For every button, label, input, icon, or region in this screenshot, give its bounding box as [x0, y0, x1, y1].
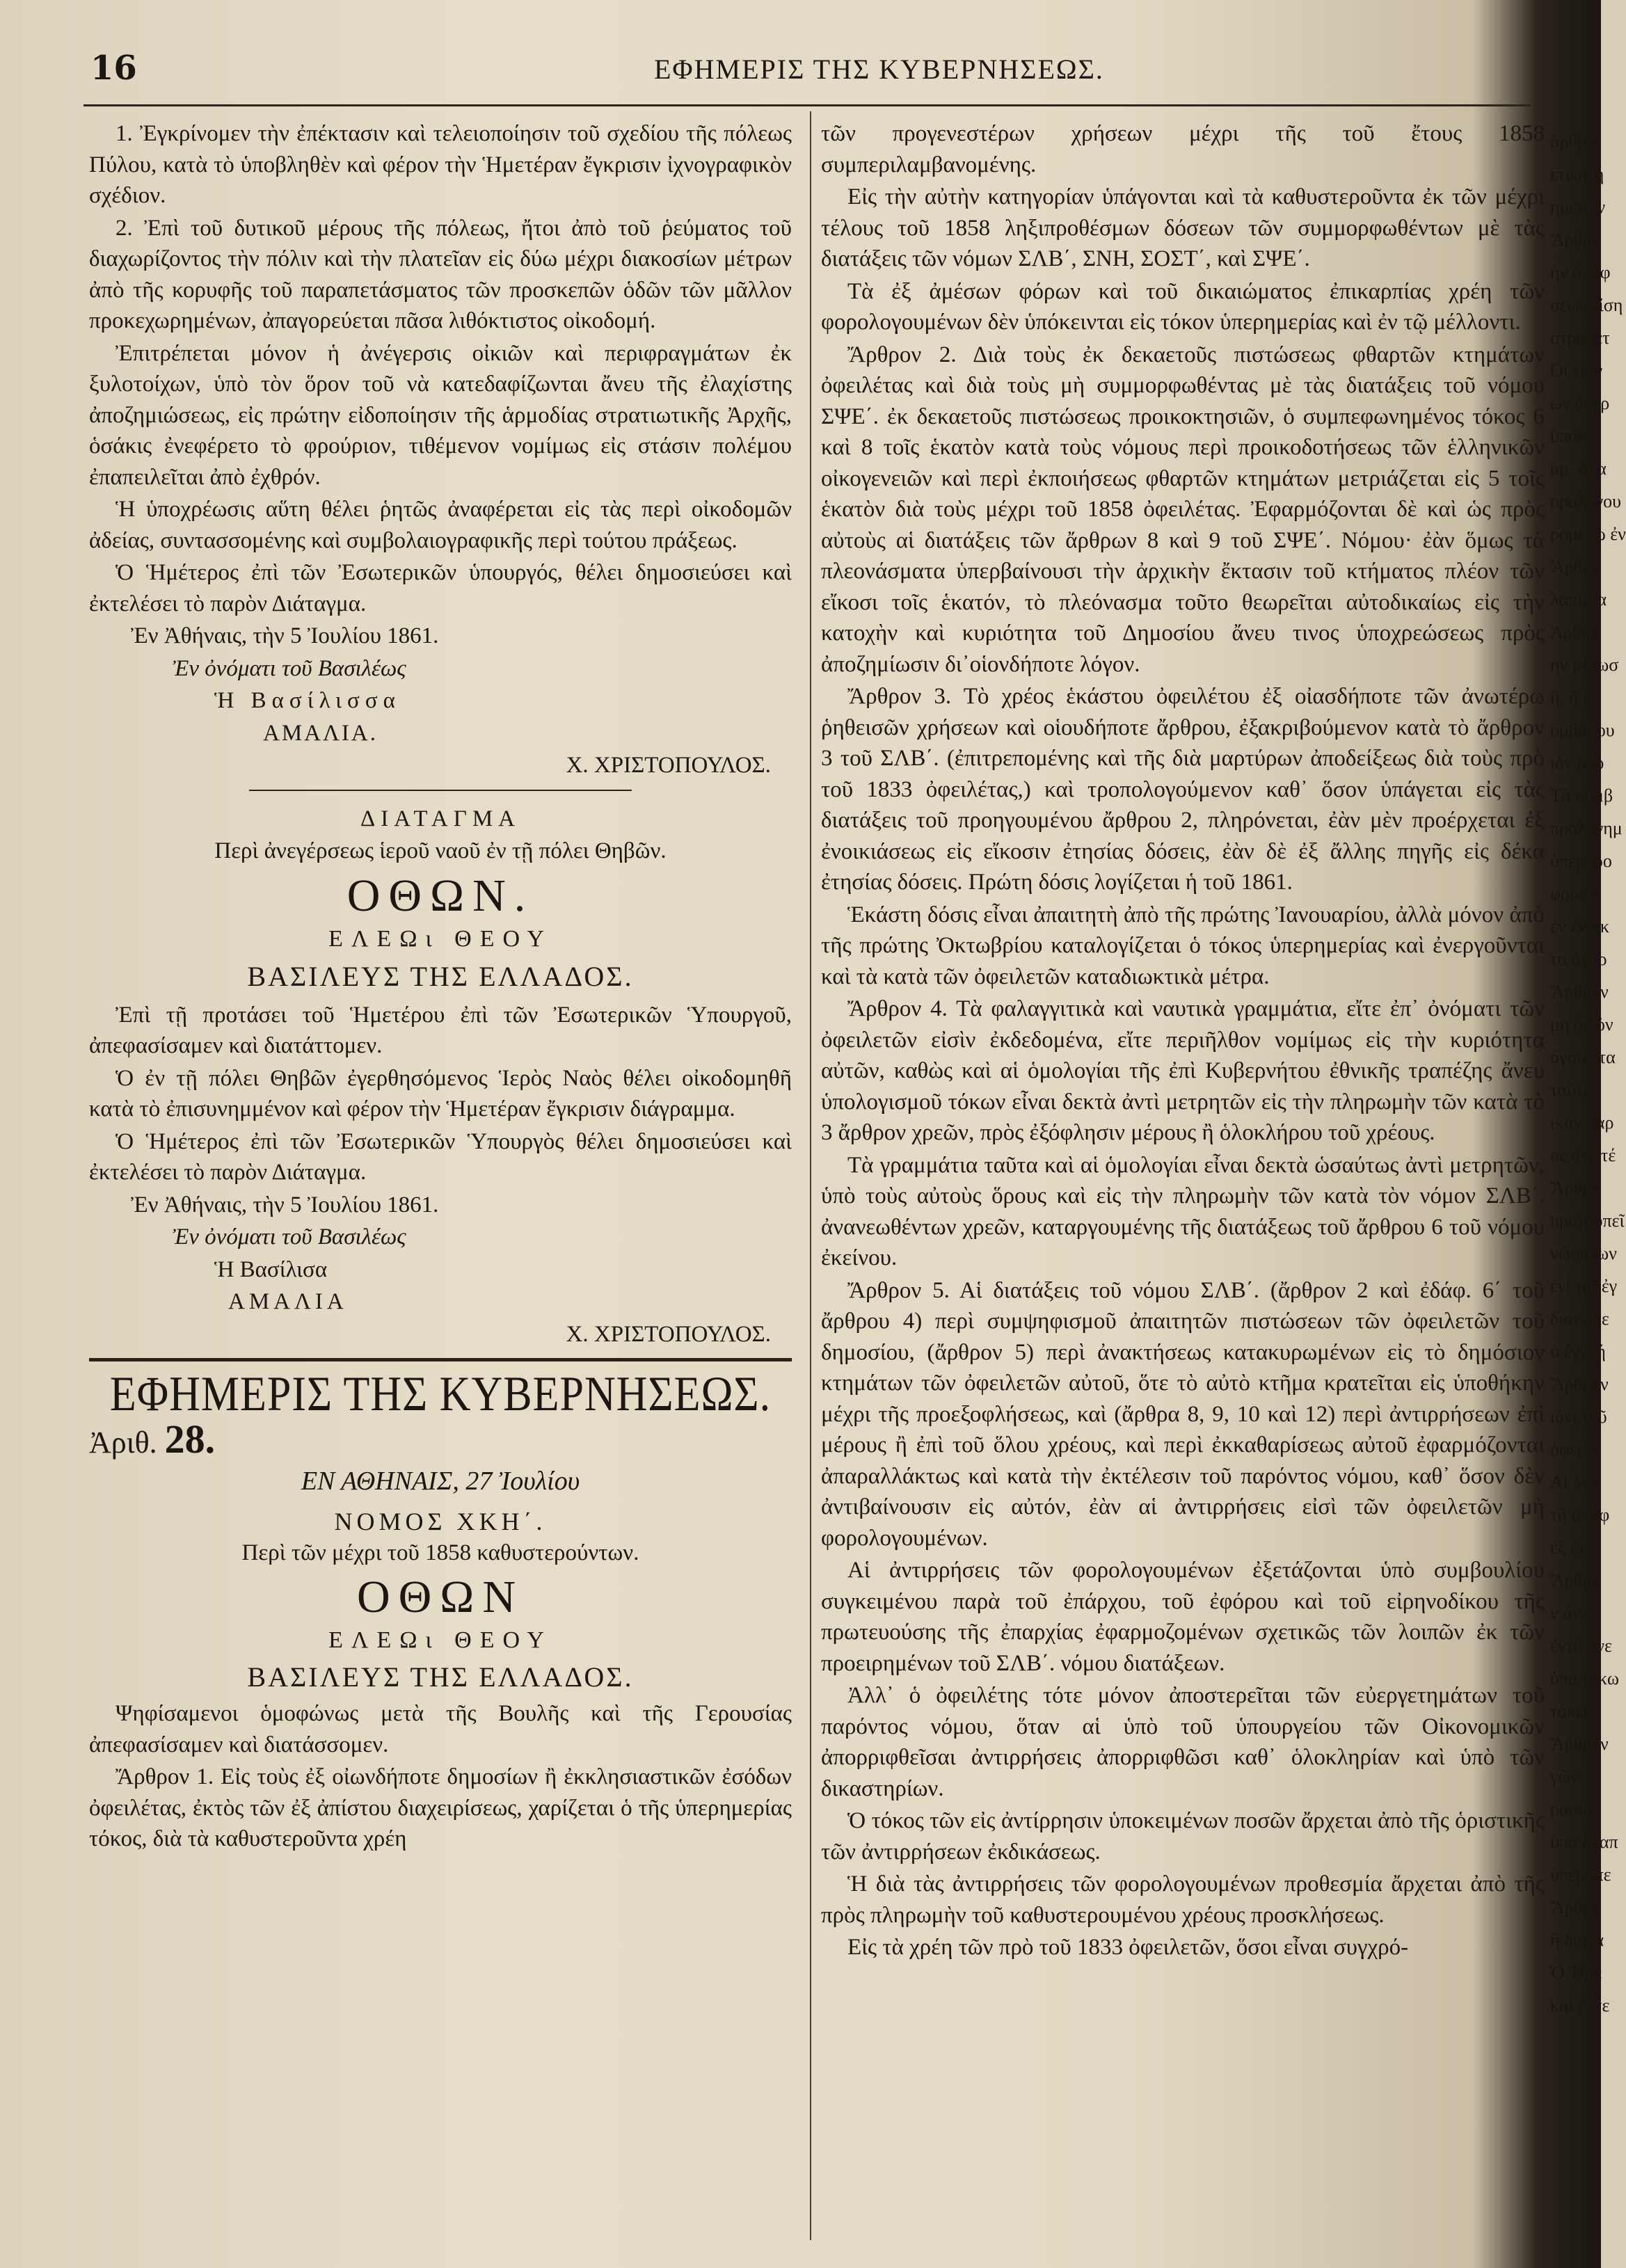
decree1-place-date: Ἐν Ἀθήναις, τὴν 5 Ἰουλίου 1861. — [131, 623, 439, 648]
edge-fragment: ἢ διατα — [1550, 1930, 1604, 1950]
decree2-king-title: ΒΑΣΙΛΕΥΣ ΤΗΣ ΕΛΛΑΔΟΣ. — [247, 961, 634, 992]
edge-fragment: ὑπὸ τόκω — [1550, 1668, 1619, 1688]
right-paragraph13: Ἡ διὰ τὰς ἀντιρρήσεις τῶν φορολογουμένων προθεσμία ἄρχεται ἀπὸ τῆς πρὸς πληρωμὴν τοῦ καθυστερουμένου χρέους προσκλήσεως. — [821, 1871, 1545, 1928]
issue-number: 28. — [164, 1416, 216, 1462]
edge-fragment: Ἄρθρον — [1550, 1734, 1609, 1754]
edge-fragment: Ἄρθρον — [1550, 982, 1609, 1002]
edge-fragment: αρ᾽ ἀνα — [1550, 458, 1607, 479]
law-paragraph2: Ἄρθρον 1. Εἰς τοὺς ἐξ οἰωνδήποτε δημοσίων ἢ ἐκκλησιαστικῶν ἐσόδων ὀφειλέτας, ἐκτὸς τῶν ἐξ ἀπίστου διαχειρίσεως, χαρίζεται ὁ τῆς ὑπερημερίας τόκος, διὰ τὰ καθυστεροῦντα χρέη — [89, 1764, 792, 1851]
law-subject: Περὶ τῶν μέχρι τοῦ 1858 καθυστερούντων. — [241, 1540, 639, 1565]
edge-fragment: ιὸν ὑπο — [1550, 753, 1604, 773]
edge-fragment: ρασίας — [1550, 1799, 1600, 1819]
right-paragraph8: Τὰ γραμμάτια ταῦτα καὶ αἱ ὁμολογίαι εἶναι δεκτὰ ὡσαύτως ἀντὶ μετρητῶν, ὑπὸ τοὺς αὐτοὺς ὅρους καὶ εἰς τὴν πληρωμὴν τῶν κατὰ τὸν νόμον ΣΛΒ΄. ἀνανεωθέντων χρεῶν, καταργουμένης τῆς διατάξεως τοῦ ἄρθρου 6 τοῦ νόμου ἐκείνου. — [821, 1152, 1545, 1270]
decree1-queen-title: Ἡ Βασίλισσα — [214, 688, 401, 713]
edge-fragment: ἐνὶ ταῖ ἐγ — [1550, 1276, 1618, 1296]
edge-fragment: ὁ ἐγγυή — [1550, 1341, 1606, 1361]
right-paragraph14: Εἰς τὰ χρέη τῶν πρὸ τοῦ 1833 ὀφειλετῶν, ὅσοι εἶναι συγχρό- — [847, 1935, 1409, 1960]
law-continuation: τῶν προγενεστέρων χρήσεων μέχρι τῆς τοῦ ἔτους 1858 συμπεριλαμβανομένης. — [821, 121, 1545, 177]
edge-fragment: φορολ — [1550, 884, 1597, 904]
decree2-in-name: Ἐν ὀνόματι τοῦ Βασιλέως — [173, 1224, 406, 1249]
edge-fragment: νώσατων — [1550, 1243, 1617, 1263]
column-divider — [810, 111, 811, 2240]
edge-fragment: ὑπερηπε — [1550, 1864, 1611, 1885]
edge-fragment: Ἄρθρο — [1550, 230, 1600, 250]
decree2-queen-name: ΑΜΑΛΙΑ — [228, 1289, 348, 1314]
left-column — [89, 118, 792, 1856]
decree2-king: ΟΘΩΝ. — [346, 870, 534, 921]
decree1-in-name: Ἐν ὀνόματι τοῦ Βασιλέως — [173, 655, 406, 681]
edge-fragment: ὀφειλε — [1550, 1439, 1599, 1460]
edge-fragment: ρομένω ἐν — [1550, 524, 1626, 544]
decree2-grace: ΕΛΕΩι ΘΕΟΥ — [328, 925, 552, 952]
decree1-paragraph5: Ὁ Ἡμέτερος ἐπὶ τῶν Ἐσωτερικῶν ὑπουργός, θέλει δημοσιεύσει καὶ ἐκτελέσει τὸ παρὸν Διάταγμα. — [89, 560, 792, 616]
decree2-heading: ΔΙΑΤΑΓΜΑ — [360, 806, 520, 831]
edge-fragment: Αἱ δια — [1550, 1472, 1596, 1492]
edge-fragment: ταῦτα — [1550, 1080, 1593, 1100]
decree2-paragraph2: Ὁ ἐν τῇ πόλει Θηβῶν ἐγερθησόμενος Ἱερὸς Ναὸς θέλει οἰκοδομηθῆ κατὰ τὸ ἐπισυνημμένον καὶ φέρον τὴν Ἡμετέραν ἔγκρισιν διάγραμμα. — [89, 1065, 792, 1121]
adjacent-page-edge — [1550, 125, 1626, 2022]
decree1-paragraph4: Ἡ ὑποχρέωσις αὕτη θέλει ῥητῶς ἀναφέρεται εἰς τὰς περὶ οἰκοδομῶν ἀδείας, συντασσομένης καὶ συμβολαιογραφικῆς περὶ τούτου πράξεως. — [89, 497, 792, 553]
edge-fragment: τῆ ἀποφ — [1550, 1505, 1610, 1525]
edge-fragment: ομβάρου — [1550, 720, 1615, 740]
decree2-paragraph1: Ἐπὶ τῇ προτάσει τοῦ Ἡμετέρου ἐπὶ τῶν Ἐσωτερικῶν Ὑπουργοῦ, ἀπεφασίσαμεν καὶ διατάττομεν. — [89, 1002, 792, 1058]
right-column — [821, 118, 1545, 1965]
decree1-article1: 1. Ἐγκρίνομεν τὴν ἐπέκτασιν καὶ τελειοποίησιν τοῦ σχεδίου τῆς πόλεως Πύλου, κατὰ τὸ ὑποβληθὲν καὶ φέρον τὴν Ἡμετέραν ἔγκρισιν ἰχνογραφικὸν σχέδιον. — [89, 121, 792, 208]
edge-fragment: ὑπερορο — [1550, 851, 1612, 871]
edge-fragment: στραπέτ — [1550, 328, 1610, 348]
edge-fragment: ἢ, ἤ δ — [1550, 687, 1591, 708]
law-paragraph1: Ψηφίσαμενοι ὁμοφώνως μετὰ τῆς Βουλῆς καὶ τῆς Γερουσίας ἀπεφασίσαμεν καὶ διατάσσομεν. — [89, 1701, 792, 1757]
edge-fragment: ἐντὸ ἀνε — [1550, 1636, 1612, 1656]
section-rule — [249, 790, 632, 791]
edge-fragment: Οἱ τίαν — [1550, 360, 1603, 381]
issue-number-label: Ἀριθ. — [89, 1426, 157, 1460]
law-grace: ΕΛΕΩι ΘΕΟΥ — [328, 1627, 552, 1653]
edge-fragment: καὶ ἐκτε — [1550, 1995, 1610, 2015]
article3: Ἄρθρον 3. Τὸ χρέος ἑκάστου ὀφειλέτου ἐξ οἰασδήποτε τῶν ἀνωτέρω ῥηθεισῶν χρήσεων καὶ οἱουδήποτε ἄρθρου, ἐξακριβούμενον κατὰ τὸ ἄρθρον 3 τοῦ ΣΛΒ΄. (ἐπιτρεπομένης καὶ τῆς διὰ μαρτύρων ἀποδείξεως διὰ τοὺς πρὸ τοῦ 1833 ὀφειλέτας,) καὶ τροπολογούμενον καθ᾽ ὅσον ὑπάγεται εἰς τὰς διατάξεις τοῦ προηγουμένου ἄρθρου 2, πληρόνεται, ἐὰν μὲν προέρχεται ἐξ ἐνοικιάσεως εἰς εἴκοσιν ἐτησίας δόσεις, ἐὰν δὲ ἐξ ἄλλης πηγῆς εἰς δέκα ἐτησίας δόσεις. Πρώτη δόσις λογίζεται ἡ τοῦ 1861. — [821, 684, 1545, 895]
edge-fragment: ετιω̃ν ἡ — [1550, 164, 1604, 184]
edge-fragment: τα ἀγορ — [1550, 949, 1607, 969]
edge-fragment: ἄρθρο — [1550, 131, 1596, 152]
edge-fragment: Ἄρθρο — [1550, 1178, 1600, 1198]
edge-fragment: ων ὑπέρ — [1550, 393, 1610, 413]
issue-number-line — [89, 1416, 792, 1462]
header-rule — [83, 104, 1531, 106]
edge-fragment: γῶν — [1550, 1766, 1579, 1787]
issue-date: ΕΝ ΑΘΗΝΑΙΣ, 27 Ἰουλίου — [301, 1466, 580, 1496]
right-paragraph11: Ἀλλ᾽ ὁ ὀφειλέτης τότε μόνον ἀποστερεῖται τῶν εὐεργετημάτων τοῦ παρόντος νόμου, ὅταν αἱ ὑπὸ τοῦ ὑπουργείου τῶν Οἰκονομικῶν ἀπορριφθεῖσαι ἀντιρρήσεις ἀπορριφθῶσι καθ᾽ ὁλοκληρίαν καὶ ὑπὸ τῶν δικαστηρίων. — [821, 1683, 1545, 1801]
edge-fragment: ημένων — [1550, 197, 1606, 217]
edge-fragment: τόκω. — [1550, 1701, 1592, 1721]
right-paragraph10: Αἱ ἀντιρρήσεις τῶν φορολογουμένων ἐξετάζονται ὑπὸ συμβουλίου συγκειμένου παρὰ τοῦ ἐπάρχου, τοῦ ἐφόρου καὶ τοῦ εἰρηνοδίκου τῆς πρωτευούσης τῆς ἐπαρχίας ἐφαρμοζομένων σχετικῶς τῶν λοιπῶν ἐκ τῶν προειρημένων τοῦ ΣΛΒ΄. νόμου διατάξεων. — [821, 1558, 1545, 1676]
page-number: 16 — [90, 49, 137, 88]
article5: Ἄρθρον 5. Αἱ διατάξεις τοῦ νόμου ΣΛΒ΄. (ἄρθρον 2 καὶ ἐδάφ. 6΄ τοῦ ἄρθρου 4) περὶ συμψηφισμοῦ ἀπαιτητῶν πιστώσεων τῶν ὀφειλετῶν τοῦ δημοσίου, (ἄρθρον 5) περὶ ἀνακτήσεως κατακυρωμένων εἰς τὸ δημόσιον κτημάτων τῶν ὀφειλετῶν αὐτοῦ, ὅτε τὸ αὐτὸ κτῆμα κρατεῖται εἰς ὑποθήκην μέχρι τῆς προεξοφλήσεως, καὶ (ἄρθρα 8, 9, 10 καὶ 12) περὶ ἀντιρρήσεων ἐπὶ μέρους ἢ ἐπὶ τοῦ ὅλου χρέους, καὶ περὶ ἐκκαθαρίσεως αὐτοῦ ἐφαρμόζονται ἀπαραλλάκτως καὶ κατὰ τὴν ἐκτέλεσιν τοῦ παρόντος νόμου, καθ᾽ ὅσον δὲν ἀντιβαίνουσιν εἰς αὐτόν, ἐὰν αἱ ἀντιρρήσεις εἰσὶ τῶν ὀφειλετῶν μὴ φορολογουμένων. — [821, 1277, 1545, 1551]
edge-fragment: ας ἀνωτέ — [1550, 1145, 1616, 1165]
edge-fragment: ιόνι τοῦ — [1550, 1407, 1607, 1427]
decree2-minister: Χ. ΧΡΙΣΤΟΠΟΥΛΟΣ. — [566, 1321, 771, 1347]
edge-fragment: Ἀρθης — [1550, 622, 1598, 642]
edge-fragment: ὀγσυν τα — [1550, 1047, 1616, 1067]
article4: Ἄρθρον 4. Τὰ φαλαγγιτικὰ καὶ ναυτικὰ γραμμάτια, εἴτε ἐπ᾽ ὀνόματι τῶν ὀφειλετῶν εἰσὶν ἐκδεδομένα, εἴτε περιῆλθον νομίμως εἰς τὴν κυριότητα αὐτῶν, καθὼς καὶ αἱ ὁμολογίαι τῆς ἐπὶ Κυβερνήτου ἐθνικῆς τραπέζης ἄνευ ὑπολογισμοῦ τόκων εἶναι δεκτὰ ἀντὶ μετρητῶν εἰς τὴν πληρωμὴν τῶν κατὰ τὸ 3 ἄρθρον χρεῶν, πρὸς ἐξόφλησιν μέρους ἢ ὁλοκλήρου τοῦ χρέους. — [821, 996, 1545, 1145]
decree1-minister: Χ. ΧΡΙΣΤΟΠΟΥΛΟΣ. — [566, 753, 771, 778]
article2: Ἄρθρον 2. Διὰ τοὺς ἐκ δεκαετοῦς πιστώσεως φθαρτῶν κτημάτων ὀφειλέτας καὶ διὰ τοὺς μὴ συμμορφωθέντας μὲ τὰς διατάξεις τοῦ νόμου ΣΨΕ΄. ἐκ δεκαετοῦς πιστώσεως προικοκτησιῶν, ὁ συμπεφωνημένος τόκος 6 καὶ 8 τοῖς ἑκατὸν κατὰ τοὺς νόμους περὶ προικοδοτήσεως τῶν ἑλληνικῶν οἰκογενειῶν καὶ περὶ ἐκποιήσεως φθαρτῶν κτημάτων μετριάζεται εἰς 5 τοῖς ἑκατὸν διὰ τοὺς μέχρι τοῦ 1858 ὀφειλέτας. Ἐφαρμόζονται δὲ καὶ ὡς πρὸς αὐτοὺς αἱ διατάξεις τῶν ἄρθρων 8 καὶ 9 τοῦ ΣΨΕ΄. Νόμου· ἐὰν ὅμως τὰ πλεονάσματα ὑπερβαίνουσι τὴν ἀρχικὴν ἔκτασιν τοῦ κτήματος πλέον τῶν εἴκοσι τοῖς ἑκατόν, τὸ πλεόνασμα τοῦτο θεωρεῖται αὐτοδικαίως εἰς τὴν κατοχὴν καὶ κυριότητα τοῦ Δημοσίου ἄνευ τινος ὑποχρεώσεως πρὸς ἀποζημίωσιν δι᾽οἱονδήποτε λόγον. — [821, 342, 1545, 677]
edge-fragment: ην μέτωσ — [1550, 655, 1619, 675]
edge-fragment: Ἄρθρο — [1550, 557, 1600, 577]
edge-fragment: προτροπεῖ — [1550, 1211, 1625, 1231]
right-paragraph12: Ὁ τόκος τῶν εἰς ἀντίρρησιν ὑποκειμένων ποσῶν ἄρχεται ἀπὸ τῆς ὁριστικῆς τῶν ἀντιρρήσεων ἐκδικάσεως. — [821, 1808, 1545, 1864]
edge-fragment: Τὰ συμβ — [1550, 785, 1613, 806]
law-heading: ΝΟΜΟΣ ΧΚΗ΄. — [334, 1508, 547, 1535]
right-paragraph3: Τὰ ἐξ ἀμέσων φόρων καὶ τοῦ δικαιώματος ἐπικαρπίας χρέη τῶν φορολογουμένων δὲν ὑπόκεινται εἰς τόκον ὑπερημερίας καὶ ἐν τῷ μέλλοντι. — [821, 278, 1545, 335]
decree1-queen-name: ΑΜΑΛΙΑ. — [263, 720, 378, 746]
edge-fragment: ορολογου — [1550, 491, 1621, 511]
law-king: ΟΘΩΝ — [356, 1572, 525, 1622]
edge-fragment: διατειλε — [1550, 1309, 1609, 1329]
edge-fragment: σεως εἰση — [1550, 295, 1623, 315]
law-king-title: ΒΑΣΙΛΕΥΣ ΤΗΣ ΕΛΛΑΔΟΣ. — [247, 1661, 634, 1693]
page-header — [83, 49, 1531, 97]
edge-fragment: ν ἀνεξ — [1550, 1603, 1597, 1623]
edge-fragment: Ἄρθρο — [1550, 1897, 1600, 1917]
decree2-place-date: Ἐν Ἀθήναις, τὴν 5 Ἰουλίου 1861. — [131, 1192, 439, 1217]
edge-fragment: ὑπὸ ἀναπ — [1550, 1832, 1618, 1852]
right-paragraph6: Ἑκάστη δόσις εἶναι ἀπαιτητὴ ἀπὸ τῆς πρώτης Ἰανουαρίου, ἀλλὰ μόνον ἀπὸ τῆς πρώτης Ὀκτωβρίου καταλογίζεται ὁ τόκος ὑπερημερίας καὶ ἐνεργοῦνται καὶ τὰ κατὰ τῶν ὀφειλετῶν καταδιωκτικὰ μέτρα. — [821, 902, 1545, 989]
edge-fragment: ὑπόκει — [1550, 426, 1600, 446]
decree1-paragraph3: Ἐπιτρέπεται μόνον ἡ ἀνέγερσις οἰκιῶν καὶ περιφραγμάτων ἐκ ξυλοτοίχων, ὑπὸ τὸν ὅρον τοῦ νὰ κατεδαφίζωνται ἄνευ τῆς ἐλαχίστης ἀποζημιώσεως, εἰς πρώτην εἰδοποίησιν τῆς ἁρμοδίας στρατιωτικῆς Ἀρχῆς, ὁσάκις ἐνεφέρετο τὸ φρούριον, τιθέμενον νομίμως εἰς στάσιν πολέμου ἐπαπειλεῖται ἀπὸ ἐχθρόν. — [89, 340, 792, 490]
edge-fragment: Ὁ Ἡμε — [1550, 1963, 1602, 1983]
decree1-article2: 2. Ἐπὶ τοῦ δυτικοῦ μέρους τῆς πόλεως, ἤτοι ἀπὸ τοῦ ῥεύματος τοῦ διαχωρίζοντος τὴν πόλιν καὶ τὴν πλατεῖαν εἰς δύω μέχρι διακοσίων μέτρων ἀπὸ τῆς κορυφῆς τοῦ παραπετάσματος τῶν προσκεπῶν ὁδῶν τῶν μᾶλλον προκεχωρημένων, ἀπαγορεύεται πᾶσα λιθόκτιστος οἰκοδομή. — [89, 215, 792, 333]
edge-fragment: ἐν ἐνοικ — [1550, 916, 1609, 936]
edge-fragment: ὴν ἀποφ — [1550, 262, 1611, 282]
issue-rule — [89, 1358, 792, 1361]
edge-fragment: ικαν παρ — [1550, 1112, 1614, 1133]
decree2-queen-title: Ἡ Βασίλισα — [214, 1256, 328, 1282]
decree2-paragraph3: Ὁ Ἡμέτερος ἐπὶ τῶν Ἐσωτερικῶν Ὑπουργὸς θέλει δημοσιεύσει καὶ ἐκτελέσει τὸ παρὸν Διάταγμα. — [89, 1128, 792, 1185]
edge-fragment: λαπισία — [1550, 589, 1607, 609]
edge-fragment: προλογημ — [1550, 818, 1623, 838]
edge-fragment: Ἄρθρον — [1550, 1374, 1609, 1394]
edge-fragment: Ἄρθρο — [1550, 1570, 1600, 1590]
right-paragraph2: Εἰς τὴν αὐτὴν κατηγορίαν ὑπάγονται καὶ τὰ καθυστεροῦντα ἐκ τῶν μέχρι τέλους τοῦ 1858 ληξιπροθέσμων δόσεων τῶν συμμορφωθέντων μὲ τὰς διατάξεις τῶν νόμων ΣΛΒ΄, ΣΝΗ, ΣΟΣΤ΄, καὶ ΣΨΕ΄. — [821, 184, 1545, 271]
masthead: ΕΦΗΜΕΡΙΣ ΤΗΣ ΚΥΒΕΡΝΗΣΕΩΣ. — [109, 1366, 772, 1422]
edge-fragment: μὴ ἀν ὀν — [1550, 1014, 1613, 1035]
decree2-subject: Περὶ ἀνεγέρσεως ἱεροῦ ναοῦ ἐν τῇ πόλει Θηβῶν. — [214, 838, 667, 863]
running-title: ΕΦΗΜΕΡΙΣ ΤΗΣ ΚΥΒΕΡΝΗΣΕΩΣ. — [654, 54, 1104, 85]
edge-fragment: ἐξ ἐτὶ — [1550, 1538, 1591, 1558]
